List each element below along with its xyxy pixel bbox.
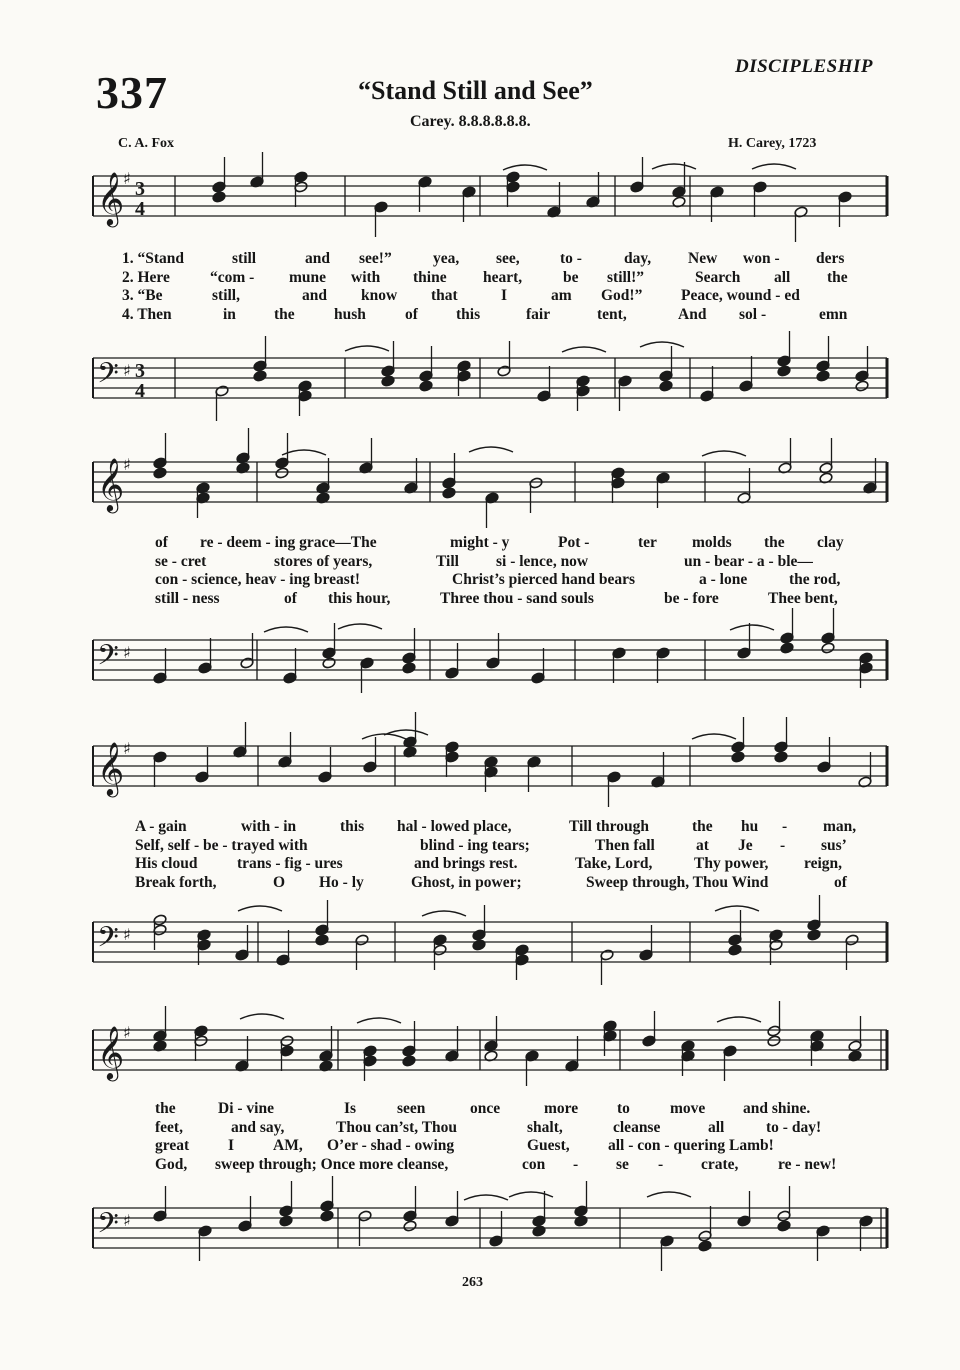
hymn-title: “Stand Still and See” [358,76,593,105]
note-head [767,1035,781,1047]
lyric-syllable: might - y [450,534,510,551]
verse-line [0,306,960,324]
time-signature-top: 3 [135,360,145,382]
lyric-syllable: of [284,589,297,607]
verse-line [0,1137,960,1155]
slur [715,906,759,911]
note-head [402,1055,416,1067]
lyric-syllable: emn [819,305,848,323]
lyric-syllable: feet, [155,1118,183,1136]
verse-line [0,571,960,589]
verse-line [0,250,960,268]
lyric-syllable: stores of years, [274,552,373,570]
lyric-syllable: se - cret [155,552,207,570]
lyric-syllable: His cloud [135,855,198,872]
lyric-syllable: 3. “Be [122,287,163,304]
lyric-syllable: this hour, [328,589,391,607]
lyric-syllable: con - science, heav - ing breast! [155,571,361,588]
note-head [777,365,791,377]
bass-clef-icon: 𝄢 [97,357,119,397]
note-head [774,751,788,763]
slur [717,1017,761,1022]
lyric-syllable: and [302,287,327,304]
lyric-syllable: Sweep through, Thou Wind [586,873,769,891]
bass-clef-icon: 𝄢 [97,639,119,679]
verse-line [0,837,960,855]
note-head [821,642,835,654]
lyric-syllable: still - ness [155,589,220,607]
note-head [816,370,830,382]
lyric-syllable: and shine. [743,1100,811,1117]
note-head [574,1215,588,1227]
lyric-syllable: I [501,287,508,304]
lyric-syllable: re - deem - ing grace—The [200,534,377,551]
verse-line [0,874,960,892]
lyric-syllable: the [827,268,848,286]
lyric-syllable: Pot - [558,534,590,551]
page-number: 263 [462,1275,483,1290]
slur [422,911,466,916]
note-head [777,1220,791,1232]
note-head [532,1225,546,1237]
lyric-syllable: A - gain [135,818,187,835]
slur [464,1195,508,1200]
slur [357,1018,401,1023]
lyric-syllable: once [470,1100,501,1117]
note-head [320,1210,334,1222]
bass-clef-icon: 𝄢 [97,921,119,961]
note-head [322,657,336,669]
slur [752,164,796,169]
key-signature-sharp: ♯ [123,169,131,188]
lyric-syllable: in [223,305,236,323]
lyric-syllable: sweep through; Once more cleanse, [215,1155,449,1173]
lyric-syllable: ders [816,250,845,267]
slur [345,346,389,351]
lyric-syllable: day, [624,250,652,267]
lyric-syllable: Three thou - sand souls [440,589,594,607]
lyric-syllable: of [155,534,168,551]
lyric-syllable: won - [743,250,780,267]
time-signature-top: 3 [135,178,145,200]
lyric-syllable: reign, [804,855,843,872]
verse-line [0,1156,960,1174]
note-head [403,1220,417,1232]
lyric-syllable: still, [212,287,240,304]
tune-meter: Carey. 8.8.8.8.8.8. [410,113,531,130]
lyric-syllable: hu [741,818,759,835]
note-head [698,1240,712,1252]
slur [282,450,326,455]
key-signature-sharp: ♯ [123,643,131,662]
slur [730,625,774,630]
treble-clef-icon: 𝄞 [97,457,125,511]
slur [238,906,282,911]
note-head [402,662,416,674]
lyric-syllable: shalt, [527,1118,563,1136]
lyric-syllable: 1. “Stand [122,250,185,267]
lyric-syllable: Then fall [595,836,655,854]
lyric-syllable: that [431,287,458,304]
lyric-syllable: se [616,1155,629,1173]
slur [640,342,684,347]
note-head [153,467,167,479]
lyric-syllable: Till through [569,818,649,835]
lyric-syllable: the [274,305,295,323]
note-head [807,929,821,941]
lyric-syllable: thine [413,268,447,286]
lyric-syllable: - [573,1155,579,1173]
slur [264,627,308,632]
lyric-syllable: - [658,1155,664,1173]
lyric-syllable: Ghost, in power; [411,873,522,891]
lyric-syllable: re - new! [778,1155,837,1173]
lyric-syllable: see, [496,250,520,267]
key-signature-sharp: ♯ [123,1211,131,1230]
verse-line [0,590,960,608]
lyric-syllable: of [405,305,418,323]
lyric-syllable: blind - ing tears; [420,836,530,854]
note-head [212,191,226,203]
lyric-syllable: and brings rest. [414,855,518,872]
lyric-syllable: at [696,836,709,854]
lyric-syllable: to [617,1100,630,1117]
lyric-syllable: AM, [273,1137,303,1154]
lyric-syllable: a - lone [699,571,748,588]
treble-clef-icon: 𝄞 [97,741,125,795]
lyric-syllable: all [774,268,791,286]
lyric-syllable: - [780,836,786,854]
lyric-syllable: Peace, wound - ed [681,287,800,304]
slur [469,447,513,452]
lyric-syllable: more [544,1100,579,1117]
lyric-syllable: Ho - ly [319,873,364,891]
note-head [728,944,742,956]
slur [240,1014,284,1019]
key-signature-sharp: ♯ [123,739,131,758]
lyric-syllable: still [232,250,257,267]
slur [702,451,746,456]
lyric-syllable: man, [823,818,857,835]
lyric-syllable: Thy power, [694,855,769,872]
lyric-syllable: “com - [210,268,255,286]
verse-line [0,818,960,836]
lyric-syllable: Di - vine [218,1100,274,1117]
section-label: DISCIPLESHIP [735,56,873,77]
note-head [780,642,794,654]
lyric-syllable: be [563,268,579,286]
lyric-syllable: O’er - shad - owing [327,1137,455,1154]
lyric-syllable: hush [334,305,366,323]
time-signature-bottom: 4 [135,198,145,220]
lyric-syllable: with - in [241,818,297,835]
lyric-syllable: tent, [597,305,627,323]
note-head [731,751,745,763]
lyric-syllable: all - con - quering Lamb! [608,1137,774,1154]
verse-line [0,534,960,552]
slur [503,165,547,170]
lyric-syllable: see!” [359,250,392,267]
note-head [253,370,267,382]
note-head [275,467,289,479]
note-head [442,487,456,499]
hymn-number: 337 [96,67,168,118]
lyric-syllable: 4. Then [122,305,172,323]
slur [647,1192,691,1197]
verse-line [0,1100,960,1118]
lyric-syllable: of [834,873,847,891]
key-signature-sharp: ♯ [123,1023,131,1042]
lyric-syllable: clay [817,534,844,551]
lyric-syllable: Search [695,268,741,286]
lyric-syllable: Self, self - be - trayed with [135,836,308,854]
lyric-syllable: great [155,1137,190,1154]
note-head [315,934,329,946]
key-signature-sharp: ♯ [123,361,131,380]
treble-clef-icon: 𝄞 [97,1025,125,1079]
lyric-syllable: I [228,1137,235,1154]
lyric-syllable: with [351,268,381,286]
lyric-syllable: this [340,818,365,835]
lyric-syllable: be - fore [664,589,719,607]
lyric-syllable: cleanse [613,1118,661,1136]
lyric-syllable: sol - [739,305,767,323]
lyric-syllable: 2. Here [122,268,170,286]
lyric-syllable: God, [155,1155,188,1173]
lyric-syllable: - [782,818,788,835]
note-head [659,380,673,392]
lyric-syllable: And [678,305,707,323]
lyric-syllable: fair [526,305,551,323]
lyric-syllable: and [305,250,330,267]
composer-credit: H. Carey, 1723 [728,136,817,151]
lyric-syllable: ter [638,534,657,551]
note-head [855,380,869,392]
slur [652,164,696,169]
lyric-syllable: the [764,534,785,551]
lyric-syllable: Je [738,836,753,854]
time-signature-bottom: 4 [135,380,145,402]
lyric-syllable: seen [397,1100,426,1117]
slur [338,624,382,629]
verse-line [0,553,960,571]
lyric-syllable: si - lence, now [496,552,589,570]
key-signature-sharp: ♯ [123,455,131,474]
lyric-syllable: crate, [701,1155,739,1173]
lyric-syllable: yea, [433,250,460,267]
lyric-syllable: O [273,873,286,891]
note-head [279,1215,293,1227]
lyric-syllable: still!” [607,268,645,286]
lyric-syllable: trans - fig - ures [237,855,343,872]
slur [562,347,606,352]
lyric-syllable: Thou can’st, Thou [336,1118,458,1136]
lyric-syllable: New [688,250,718,267]
lyric-syllable: to - [560,250,582,267]
note-head [381,375,395,387]
lyric-syllable: con [522,1155,546,1173]
lyric-syllable: this [456,305,481,323]
lyric-syllable: molds [692,534,732,551]
lyric-syllable: all [708,1118,725,1136]
lyric-syllable: mune [289,268,327,286]
lyric-syllable: Christ’s pierced hand bears [452,571,635,588]
verse-line [0,1119,960,1137]
lyric-syllable: am [551,287,572,304]
verse-line [0,287,960,305]
lyric-syllable: heart, [483,268,523,286]
bass-clef-icon: 𝄢 [97,1207,119,1247]
note-head [472,939,486,951]
lyric-syllable: God!” [601,287,643,304]
verse-line [0,269,960,287]
lyric-syllable: Take, Lord, [575,855,653,872]
author-credit: C. A. Fox [118,136,174,151]
lyric-syllable: Thee bent, [768,589,838,607]
verse-line [0,855,960,873]
lyric-syllable: hal - lowed place, [397,818,512,835]
slur [509,1192,553,1197]
key-signature-sharp: ♯ [123,925,131,944]
note-head [419,380,433,392]
lyric-syllable: the [692,818,713,835]
lyric-syllable: move [670,1100,706,1117]
lyric-syllable: the rod, [789,571,841,588]
lyric-syllable: Break forth, [135,873,217,891]
lyric-syllable: to - day! [766,1118,822,1136]
lyric-syllable: sus’ [821,836,847,854]
lyric-syllable: know [361,287,398,304]
lyric-syllable: and say, [231,1118,285,1136]
treble-clef-icon: 𝄞 [97,171,125,225]
slur [692,734,736,739]
lyric-syllable: Guest, [527,1137,570,1154]
lyric-syllable: Till [436,552,459,570]
lyric-syllable: Is [344,1100,357,1117]
lyric-syllable: the [155,1100,176,1117]
lyric-syllable: un - bear - a - ble— [684,552,813,570]
